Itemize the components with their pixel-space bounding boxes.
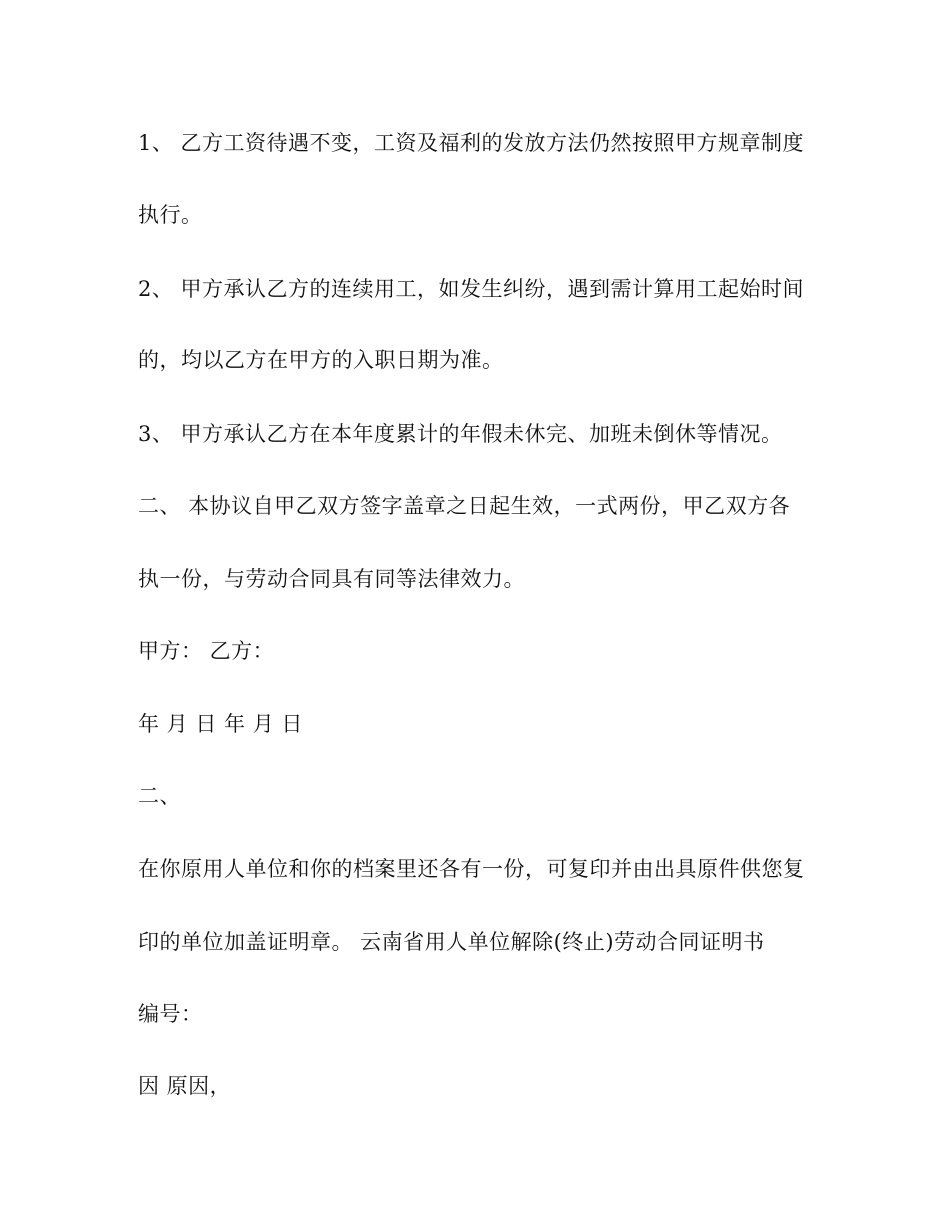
reason-line: 因 原因， <box>138 1074 232 1098</box>
section-heading-2: 二、 <box>138 784 181 808</box>
clause-3-line-1: 3、 甲方承认乙方在本年度累计的年假未休完、加班未倒休等情况。 <box>138 422 783 446</box>
paragraph-line-2: 印的单位加盖证明章。 云南省用人单位解除(终止)劳动合同证明书 <box>138 930 765 954</box>
clause-1-line-1: 1、 乙方工资待遇不变，工资及福利的发放方法仍然按照甲方规章制度 <box>138 131 805 155</box>
signature-dates: 年 月 日 年 月 日 <box>138 712 303 736</box>
clause-2-line-1: 2、 甲方承认乙方的连续用工，如发生纠纷，遇到需计算用工起始时间 <box>138 277 805 301</box>
section-2-line-1: 二、 本协议自甲乙双方签字盖章之日起生效，一式两份，甲乙双方各 <box>138 494 791 518</box>
paragraph-line-1: 在你原用人单位和你的档案里还各有一份，可复印并由出具原件供您复 <box>138 857 805 881</box>
clause-1-line-2: 执行。 <box>138 203 203 227</box>
clause-2-line-2: 的，均以乙方在甲方的入职日期为准。 <box>138 348 504 372</box>
serial-number-label: 编号： <box>138 1002 203 1026</box>
section-2-line-2: 执一份，与劳动合同具有同等法律效力。 <box>138 567 525 591</box>
signature-parties: 甲方： 乙方： <box>138 639 275 663</box>
